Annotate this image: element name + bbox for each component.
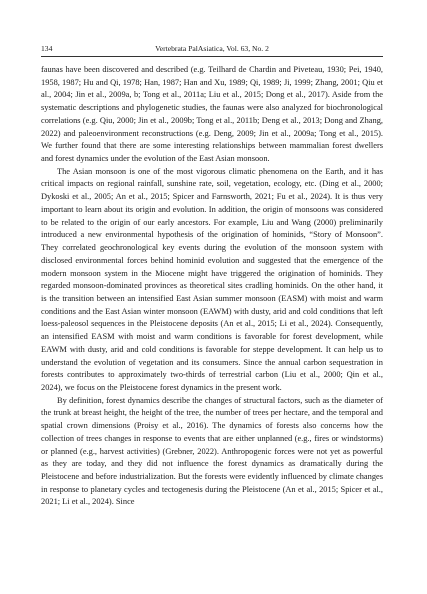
paragraph-continued: faunas have been discovered and described (e.g. Teilhard de Chardin and Piveteau, 1930; Pei, 1940, 1958, 1987; Hu and Qi, 1978; Han, 1987; Han and Xu, 1989; Qi, 1989; Ji, 1999; Zhang, 2001; Qiu et al., 2004; Jin et al., 2009a, b; Tong et al., 2011a; Liu et al., 2015; Dong et al., 2017). Aside from the systematic descriptions and phylogenetic studies, the faunas were also analyzed for biochronological correlations (e.g. Qiu, 2000; Jin et al., 2009b; Tong et al., 2011b; Deng et al., 2013; Dong and Zhang, 2022) and paleoenvironment reconstructions (e.g. Deng, 2009; Jin et al., 2009a; Tong et al., 2015). We further found that there are some interesting relationships between mammalian forest dwellers and forest dynamics under the evolution of the East Asian monsoon. [41, 65, 383, 164]
running-header [41, 44, 383, 58]
page-number: 134 [41, 44, 53, 53]
running-title: Vertebrata PalAsiatica, Vol. 63, No. 2 [155, 44, 269, 53]
paragraph-asian-monsoon: The Asian monsoon is one of the most vigorous climatic phenomena on the Earth, and it has critical impacts on regional rainfall, sunshine rate, soil, vegetation, ecology, etc. (Ding et al., 2000; Dykoski et al., 2005; An et al., 2015; Spicer and Farnsworth, 2021; Fu et al., 2024). It is thus very important to learn about its origin and evolution. In addition, the origin of monsoons was considered to be related to the origin of our early ancestors. For example, Liu and Wang (2000) preliminarily introduced a new environmental hypothesis of the origination of hominids, “Story of Monsoon”. They correlated geochronological key events during the evolution of the monsoon system with disclosed environmental forces behind hominid evolution and suggested that the emergence of the modern monsoon system in the Miocene might have triggered the origination of hominids. They regarded monsoon-dominated provinces as theoretical sites cradling hominids. On the other hand, it is the transition between an intensified East Asian summer monsoon (EASM) with moist and warm conditions and the East Asian winter monsoon (EAWM) with dusty, arid and cold conditions that left loess-paleosol sequences in the Pleistocene deposits (An et al., 2015; Li et al., 2024). Consequently, an intensified EASM with moist and warm conditions is favorable for forest development, while EAWM with dusty, arid and cold conditions is favorable for steppe development. It can help us to understand the evolution of vegetation and its consumers. Since the annual carbon sequestration in forests contributes to approximately two-thirds of terrestrial carbon (Liu et al., 2000; Qin et al., 2024), we focus on the Pleistocene forest dynamics in the present work. [41, 166, 383, 392]
header-rule [41, 56, 383, 57]
paragraph-forest-dynamics: By definition, forest dynamics describe the changes of structural factors, such as the diameter of the trunk at breast height, the height of the tree, the number of trees per hectare, and the temporal and spatial crown dimensions (Proisy et al., 2016). The dynamics of forests also concerns how the collection of trees changes in response to events that are either unplanned (e.g., fires or windstorms) or planned (e.g., harvest activities) (Grebner, 2022). Anthropogenic forces were not yet as powerful as they are today, and they did not influence the forest dynamics as dramatically during the Pleistocene and before industrialization. But the forests were evidently influenced by climate changes in response to planetary cycles and tectogenesis during the Pleistocene (An et al., 2015; Spicer et al., 2021; Li et al., 2024). Since [41, 395, 383, 507]
body-text [41, 64, 383, 509]
